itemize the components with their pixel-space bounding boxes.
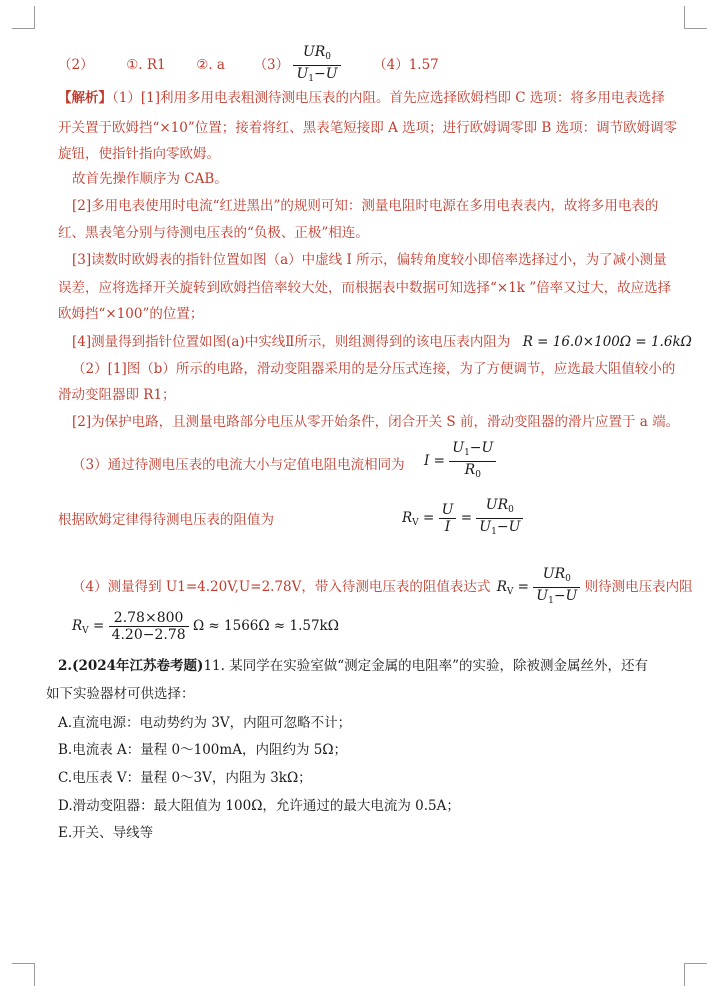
analysis-line: 欧姆挡“×100”的位置； [58, 306, 204, 322]
analysis-line: 滑动变阻器即 R1； [58, 387, 176, 403]
answer-part-2: （2） [58, 57, 94, 73]
option-a: A.直流电源：电动势约为 3V，内阻可忽略不计； [58, 715, 352, 731]
answer-part-4: （4）1.57 [373, 57, 439, 73]
answer-part-3: （3） [253, 57, 290, 73]
analysis-line: （4）测量得到 U1=4.20V,U=2.78V，带入待测电压表的阻值表达式 $R_V$ = $\frac{UR_0}{U_1-U}$ 则待测电压表内阻 [72, 566, 693, 606]
resistance-equation: R = 16.0×100Ω = 1.6kΩ [522, 334, 692, 350]
question-text: 如下实验器材可供选择： [46, 686, 195, 702]
option-d: D.滑动变阻器：最大阻值为 100Ω，允许通过的最大电流为 0.5A； [58, 798, 460, 814]
current-equation: I = $\frac{U_1-U}{R_0}$ [424, 440, 496, 483]
analysis-line: 误差，应将选择开关旋转到欧姆挡倍率较大处，而根据表中数据可知选择“×1k ”倍率又过大，故应选择 [58, 280, 672, 296]
page-corner-mark [684, 6, 707, 29]
page-corner-mark [12, 963, 35, 986]
answer-3-fraction: $\frac{UR_0}{U_1-U}$ [293, 44, 340, 87]
analysis-line: 红、黑表笔分别与待测电压表的“负极、正极”相连。 [58, 225, 369, 241]
analysis-line: [4]测量得到指针位置如图(a)中实线Ⅱ所示，则组测得到的该电压表内阻为 R = 16.0×100Ω = 1.6kΩ [72, 334, 692, 350]
result-equation: $R_V$ = $\frac{2.78\times 800}{4.20-2.78}$ Ω ≈ 1566Ω ≈ 1.57kΩ [72, 610, 339, 643]
analysis-line: 旋钮，使指针指向零欧姆。 [58, 146, 220, 162]
analysis-line: 开关置于欧姆挡“×10”位置；接着将红、黑表笔短接即 A 选项；进行欧姆调零即 B 选项：调节欧姆调零 [58, 120, 678, 136]
page-corner-mark [12, 6, 35, 29]
analysis-line: 【解析】（1）[1]利用多用电表粗测待测电压表的内阻。首先应选择欧姆档即 C 选项：将多用电表选择 [58, 90, 665, 106]
answer-2b: ②. a [196, 57, 225, 73]
answer-line [58, 44, 439, 87]
analysis-line: 根据欧姆定律得待测电压表的阻值为 [58, 512, 274, 528]
rv-equation: $R_V$ = $\frac{U}{I}$ = $\frac{UR_0}{U_1-U}$ [402, 497, 523, 540]
answer-2a: ①. R1 [126, 57, 166, 73]
analysis-line: 故首先操作顺序为 CAB。 [72, 171, 228, 187]
analysis-line: [2]多用电表使用时电流“红进黑出”的规则可知：测量电阻时电源在多用电表表内，故将多用电表的 [72, 198, 659, 214]
option-b: B.电流表 A：量程 0～100mA，内阻约为 5Ω； [58, 742, 348, 758]
analysis-line: [2]为保护电路，且测量电路部分电压从零开始条件，闭合开关 S 前，滑动变阻器的滑片应置于 a 端。 [72, 414, 680, 430]
analysis-line: （3）通过待测电压表的电流大小与定值电阻电流相同为 [72, 457, 405, 473]
analysis-tag: 【解析】 [58, 90, 112, 106]
question-header: 2.(2024年江苏卷考题)11. 某同学在实验室做“测定金属的电阻率”的实验，除被测金属丝外，还有 [58, 658, 649, 674]
analysis-line: （2）[1]图（b）所示的电路，滑动变阻器采用的是分压式连接，为了方便调节，应选最大阻值较小的 [72, 361, 676, 377]
page-corner-mark [684, 963, 707, 986]
option-e: E.开关、导线等 [58, 825, 154, 841]
analysis-line: [3]读数时欧姆表的指针位置如图（a）中虚线 I 所示，偏转角度较小即倍率选择过小，为了减小测量 [72, 252, 667, 268]
option-c: C.电压表 V：量程 0～3V，内阻为 3kΩ； [58, 770, 312, 786]
